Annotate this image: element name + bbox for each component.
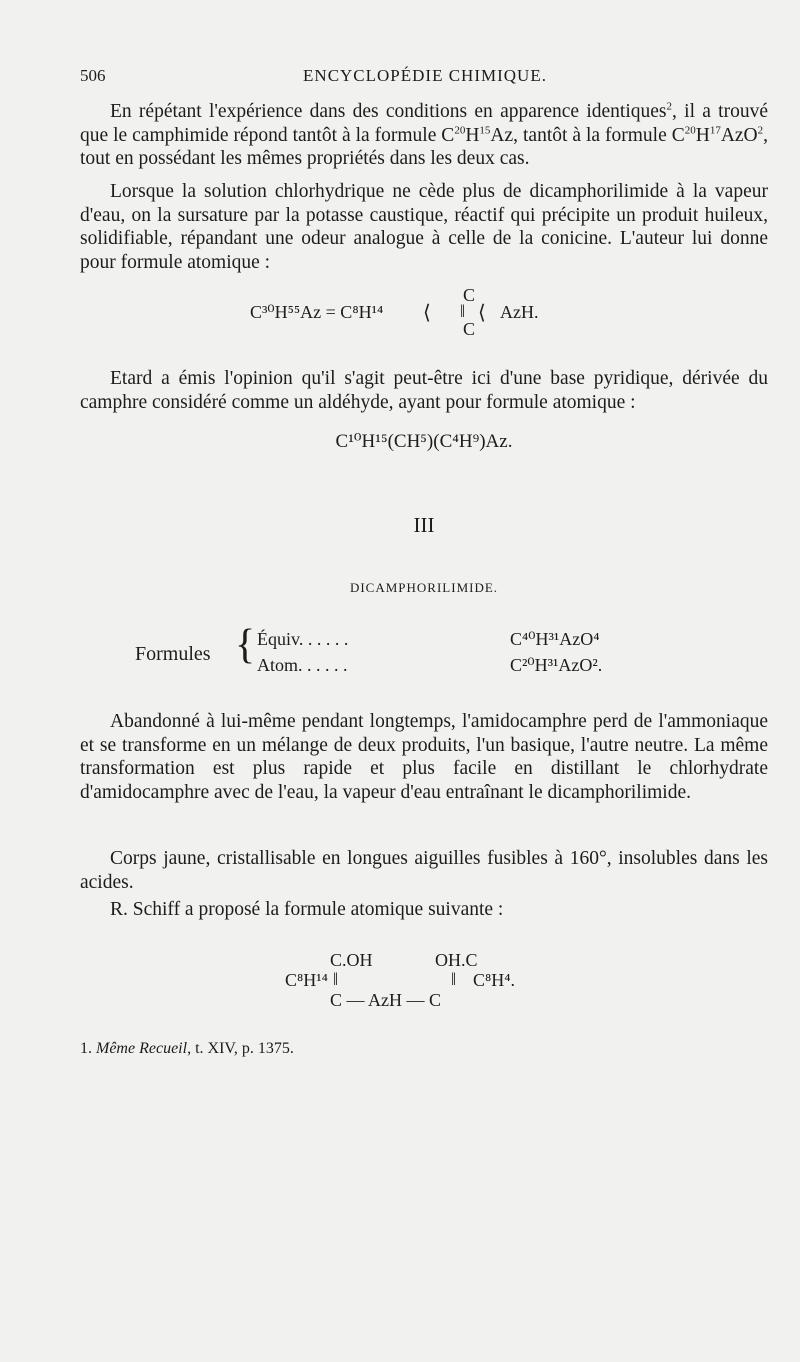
formula-camphimide-base: C C³⁰H⁵⁵Az = C⁸H¹⁴ ⟨ ‖ ⟨ AzH. C bbox=[250, 285, 539, 339]
formulas-block: Formules { Équiv. . . . . . C⁴⁰H³¹AzO⁴ Atom. . . . . . C²⁰H³¹AzO². bbox=[135, 622, 603, 675]
paragraph-4: Abandonné à lui-même pendant longtemps, l'amidocamphre perd de l'ammoniaque et se transforme en un mélange de deux produits, l'un basique, l'autre neutre. La même transformation est plus rapide et plus facile en distillant le chlorhydrate d'amidocamphre avec de l'eau, la vapeur d'eau entraînant le dicamphorilimide. bbox=[80, 711, 768, 803]
footnote: 1. Même Recueil, t. XIV, p. 1375. bbox=[80, 1040, 294, 1057]
running-title: ENCYCLOPÉDIE CHIMIQUE. bbox=[303, 66, 547, 85]
section-numeral: III bbox=[413, 513, 435, 537]
paragraph-5: Corps jaune, cristallisable en longues aiguilles fusibles à 160°, insolubles dans les acides. bbox=[80, 848, 768, 893]
running-header bbox=[80, 66, 770, 90]
section-title: DICAMPHORILIMIDE. bbox=[349, 580, 499, 595]
paragraph-3: Etard a émis l'opinion qu'il s'agit peut-être ici d'une base pyridique, dérivée du camphre considéré comme un aldéhyde, ayant pour formule atomique : bbox=[80, 368, 768, 413]
formula-pyridine: C¹⁰H¹⁵(CH⁵)(C⁴H⁹)Az. bbox=[335, 431, 513, 452]
formula-schiff: C.OH OH.C C⁸H¹⁴ ‖ ‖ C⁸H⁴. C — AzH — C bbox=[285, 950, 516, 1010]
page-number: 506 bbox=[80, 66, 106, 85]
brace: { bbox=[235, 622, 256, 668]
paragraph-6: R. Schiff a proposé la formule atomique suivante : bbox=[110, 899, 504, 920]
paragraph-2: Lorsque la solution chlorhydrique ne cède plus de dicamphorilimide à la vapeur d'eau, on la sursature par la potasse caustique, réactif qui précipite un produit huileux, solidifiable, répandant une odeur analogue à celle de la conicine. L'auteur lui donne pour formule atomique : bbox=[80, 181, 768, 273]
paragraph-1: En répétant l'expérience dans des conditions en apparence identiques$^2$, il a trouvé que le camphimide répond tantôt à la formule $C^{20}H^{15}Az$, tantôt à la formule $C^{20}H^{17}AzO^2$, tout en possédant les mêmes propriétés dans les deux cas. bbox=[80, 100, 769, 169]
